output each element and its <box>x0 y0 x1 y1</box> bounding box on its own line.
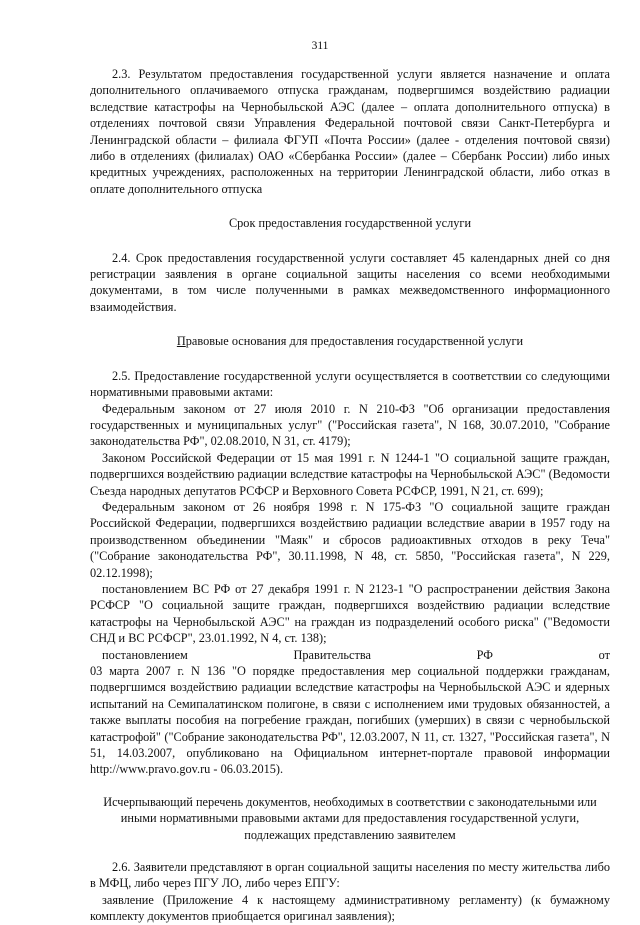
page-number: 311 <box>311 40 329 52</box>
law-item-175-fz: Федеральным законом от 26 ноября 1998 г. N 175-ФЗ "О социальной защите граждан Российской Федерации, подвергшихся воздействию радиации вследствие аварии в 1957 году на производственном объединении "Маяк" и сбросов радиоактивных отходов в реку Теча" ("Собрание законодательства РФ", 30.11.1998, N 48, ст. 5850, "Российская газета", N 229, 02.12.1998); <box>90 499 610 580</box>
document-body <box>90 66 610 925</box>
law-item-1244-1: Законом Российской Федерации от 15 мая 1991 г. N 1244-1 "О социальной защите граждан, подвергшихся воздействию радиации вследствие катастрофы на Чернобыльской АЭС" (Ведомости Съезда народных депутатов РСФСР и Верховного Совета РСФСР, 1991, N 21, ст. 699); <box>90 450 610 498</box>
heading-service-term: Срок предоставления государственной услуги <box>228 216 472 231</box>
law-item-136-word-4: от <box>598 647 610 662</box>
law-item-2123-1: постановлением ВС РФ от 27 декабря 1991 г. N 2123-1 "О распространении действия Закона РСФСР "О социальной защите граждан, подвергшихся воздействию радиации вследствие катастрофы на Чернобыльской АЭС" на граждан из подразделений особого риска" ("Ведомости СНД и ВС РСФСР", 23.01.1992, N 4, ст. 138); <box>90 581 610 646</box>
paragraph-2-6: 2.6. Заявители представляют в орган социальной защиты населения по месту жительства либо в МФЦ, либо через ПГУ ЛО, либо через ЕПГУ: <box>90 860 610 891</box>
paragraph-2-4: 2.4. Срок предоставления государственной услуги составляет 45 календарных дней со дня регистрации заявления в органе социальной защиты населения со всеми необходимыми документами, в том числе полученными в рамках межведомственного информационного взаимодействия. <box>90 250 610 314</box>
law-item-136-word-3: РФ <box>476 647 493 662</box>
heading-legal-basis: Правовые основания для предоставления государственной услуги <box>176 334 524 349</box>
paragraph-2-3: 2.3. Результатом предоставления государственной услуги является назначение и оплата дополнительного оплачиваемого отпуска гражданам, подвергшимся воздействию радиации вследствие катастрофы на Чернобыльской АЭС (далее – оплата дополнительного отпуска) в отделениях почтовой связи Управления Федеральной почтовой связи Санкт-Петербурга и Ленинградской области – филиала ФГУП «Почта России» (далее - отделения почтовой связи) либо в отделениях (филиалах) ОАО «Сбербанка России» (далее – Сбербанк России) либо иных кредитных учреждениях, расположенных на территории Ленинградской области, либо отказ в оплате дополнительного отпуска <box>90 67 610 196</box>
law-item-136-word-2: Правительства <box>293 647 371 662</box>
paragraph-2-6-application: заявление (Приложение 4 к настоящему административному регламенту) (к бумажному комплекту документов приобщается оригинал заявления); <box>90 892 610 924</box>
law-item-136-word-1: постановлением <box>102 647 188 662</box>
law-item-136-first-line <box>90 647 610 663</box>
paragraph-2-5: 2.5. Предоставление государственной услуги осуществляется в соответствии со следующими нормативными правовыми актами: <box>90 368 610 400</box>
law-item-136: 03 марта 2007 г. N 136 "О порядке предоставления мер социальной поддержки гражданам, подвергшимся воздействию радиации вследствие катастрофы на Чернобыльской АЭС и ядерных испытаний на Семипалатинском полигоне, в связи с исполнением ими трудовых обязанностей, а также выплаты пособия на погребение граждан, погибших (умерших) в связи с чернобыльской катастрофой" ("Собрание законодательства РФ", 12.03.2007, N 11, ст. 1327, "Российская газета", N 51, 14.03.2007, опубликовано на Официальном интернет-портале правовой информации http://www.pravo.gov.ru - 06.03.2015). <box>90 664 610 777</box>
heading-documents-list: Исчерпывающий перечень документов, необходимых в соответствии с законодательными или иными нормативными правовыми актами для предоставления государственной услуги, подлежащих представлению заявителем <box>103 794 597 842</box>
law-item-210-fz: Федеральным законом от 27 июля 2010 г. N 210-ФЗ "Об организации предоставления государственных и муниципальных услуг" ("Российская газета", N 168, 30.07.2010, "Собрание законодательства РФ", 02.08.2010, N 31, ст. 4179); <box>90 401 610 449</box>
